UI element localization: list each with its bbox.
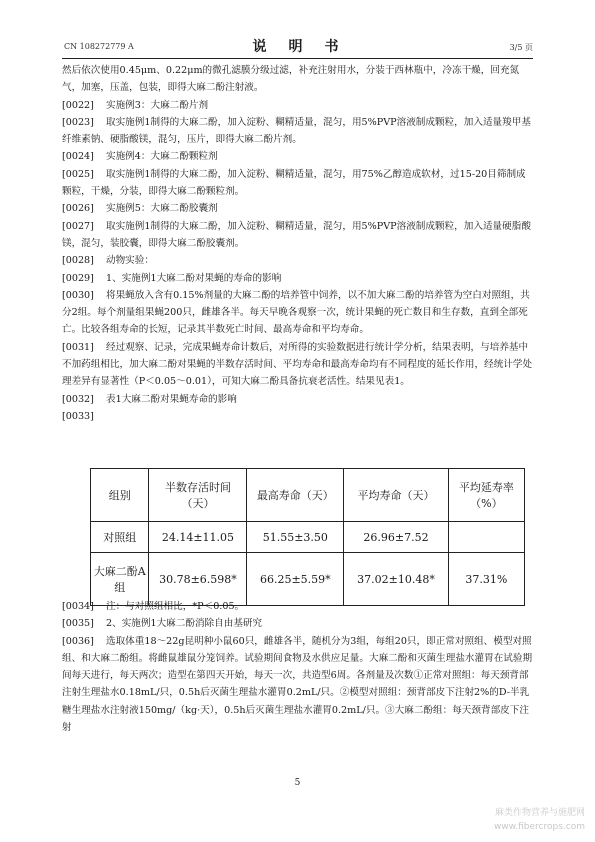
results-table [90, 468, 525, 606]
paragraph [62, 200, 534, 217]
table-header-cell: 半数存活时间（天） [149, 469, 247, 522]
paragraph-number: [0030] [62, 289, 94, 301]
paragraph-number: [0026] [62, 203, 94, 215]
header-page-indicator: 3/5 页 [509, 43, 533, 52]
paragraph-text: 2、实施例1大麻二酚消除自由基研究 [106, 618, 263, 630]
watermark-line: 麻类作物营养与施肥网 [494, 808, 585, 818]
paragraph-number: [0022] [62, 99, 94, 111]
watermark [494, 806, 585, 834]
paragraph [62, 598, 534, 615]
header-title: 说 明 书 [252, 39, 343, 55]
paragraph-text: 取实施例1制得的大麻二酚，加入淀粉、糊精适量，混匀，用5%PVP溶液制成颗粒，加入适量羧甲基纤维素钠、硬脂酸镁，混匀，压片，即得大麻二酚片剂。 [62, 116, 531, 146]
paragraph-number: [0023] [62, 116, 94, 128]
table-cell: 对照组 [91, 522, 149, 553]
paragraph [62, 633, 534, 737]
body-text-top [62, 62, 534, 425]
paragraph [62, 615, 534, 632]
header-rule [62, 58, 533, 59]
paragraph-number: [0033] [62, 410, 94, 422]
table-header-row [91, 469, 525, 522]
paragraph [62, 252, 534, 269]
paragraph-number: [0025] [62, 168, 94, 180]
table-header-cell: 平均延寿率（%） [448, 469, 524, 522]
table-cell: 51.55±3.50 [247, 522, 344, 553]
paragraph [62, 270, 534, 287]
paragraph-text: 实施例4：大麻二酚颗粒剂 [106, 151, 218, 163]
paragraph [62, 62, 534, 97]
paragraph [62, 287, 534, 339]
paragraph-number: [0034] [62, 601, 94, 612]
paragraph-number: [0036] [62, 635, 94, 647]
table-header-cell: 最高寿命（天） [247, 469, 344, 522]
paragraph-text: 1、实施例1大麻二酚对果蝇的寿命的影响 [106, 272, 282, 284]
paragraph-number: [0032] [62, 393, 94, 405]
paragraph-text: 实施例3：大麻二酚片剂 [106, 99, 209, 111]
table-header-cell: 平均寿命（天） [344, 469, 449, 522]
paragraph-text: 取实施例1制得的大麻二酚，加入淀粉、糊精适量，混匀，用75%乙醇造成软材，过15-20目筛制成颗粒，干燥，分装，即得大麻二酚颗粒剂。 [62, 168, 526, 198]
table-cell [448, 522, 524, 553]
table-header-cell: 组别 [91, 469, 149, 522]
paragraph-text: 实施例5：大麻二酚胶囊剂 [106, 203, 218, 215]
paragraph [62, 218, 534, 253]
paragraph [62, 408, 534, 425]
paragraph-text: 注：与对照组相比，*P＜0.05。 [106, 601, 245, 612]
paragraph [62, 166, 534, 201]
paragraph-text: 选取体重18～22g昆明种小鼠60只，雌雄各半，随机分为3组，每组20只，即正常对照组、模型对照组、和大麻二酚组。将雌鼠雄鼠分笼饲养。试验期间食物及水供应足量。大麻二酚和灭菌生理盐水灌胃在试验期间每天进行，每天两次；造型在第四天开始，每天一次，共造型6周。各剂量及次数①正常对照组：每天颈背部注射生理盐水0.18mL/只，0.5h后灭菌生理盐水灌胃0.2mL/只。②模型对照组：颈背部皮下注射2%的D-半乳糖生理盐水注射液150mg/（kg·天），0.5h后灭菌生理盐水灌胃0.2mL/只。③大麻二酚组：每天颈背部皮下注射 [62, 635, 533, 734]
table-cell: 24.14±11.05 [149, 522, 247, 553]
paragraph [62, 97, 534, 114]
paragraph-text: 动物实验： [106, 255, 154, 267]
table-cell: 37.02±10.48* [344, 553, 449, 606]
table-cell: 66.25±5.59* [247, 553, 344, 606]
paragraph-number: [0028] [62, 255, 94, 267]
paragraph [62, 339, 534, 391]
paragraph-text: 将果蝇放入含有0.15%剂量的大麻二酚的培养管中饲养，以不加大麻二酚的培养管为空白对照组，共分2组。每个剂量组果蝇200只，雌雄各半。每天早晚各观察一次，统计果蝇的死亡数目和生存数，直到全部死亡。比较各组寿命的长短，记录其半数死亡时间、最高寿命和平均寿命。 [62, 289, 530, 336]
paragraph-number: [0031] [62, 341, 94, 353]
paragraph-number: [0029] [62, 272, 94, 284]
table-cell: 37.31% [448, 553, 524, 606]
paragraph-text: 取实施例1制得的大麻二酚，加入淀粉、糊精适量，混匀，用5%PVP溶液制成颗粒，加入适量硬脂酸镁，混匀，装胶囊，即得大麻二酚胶囊剂。 [62, 220, 531, 249]
body-text-bottom [62, 598, 534, 736]
table-row [91, 522, 525, 553]
watermark-line: www.fibercrops.com [494, 822, 585, 832]
paragraph-text: 然后依次使用0.45μm、0.22μm的微孔滤膜分级过滤，补充注射用水，分装于西林瓶中，冷冻干燥，回充氮气，加塞，压盖，包装，即得大麻二酚注射液。 [62, 65, 520, 94]
table-cell: 大麻二酚A组 [91, 553, 149, 606]
paragraph [62, 114, 534, 149]
paragraph [62, 391, 534, 408]
paragraph [62, 148, 534, 165]
table-cell: 26.96±7.52 [344, 522, 449, 553]
page-number: 5 [294, 778, 301, 788]
paragraph-text: 经过观察、记录，完成果蝇寿命计数后，对所得的实验数据进行统计学分析，结果表明，与培养基中不加药组相比，加大麻二酚对果蝇的半数存活时间、平均寿命和最高寿命均有不同程度的延长作用，经统计学处理差异有显著性（P＜0.05～0.01），可知大麻二酚具备抗衰老活性。结果见表1。 [62, 341, 533, 388]
paragraph-number: [0027] [62, 220, 94, 232]
paragraph-text: 表1大麻二酚对果蝇寿命的影响 [106, 393, 237, 405]
header-publication-number: CN 108272779 A [64, 42, 134, 51]
paragraph-number: [0024] [62, 151, 94, 163]
paragraph-number: [0035] [62, 618, 94, 630]
table-cell: 30.78±6.598* [149, 553, 247, 606]
